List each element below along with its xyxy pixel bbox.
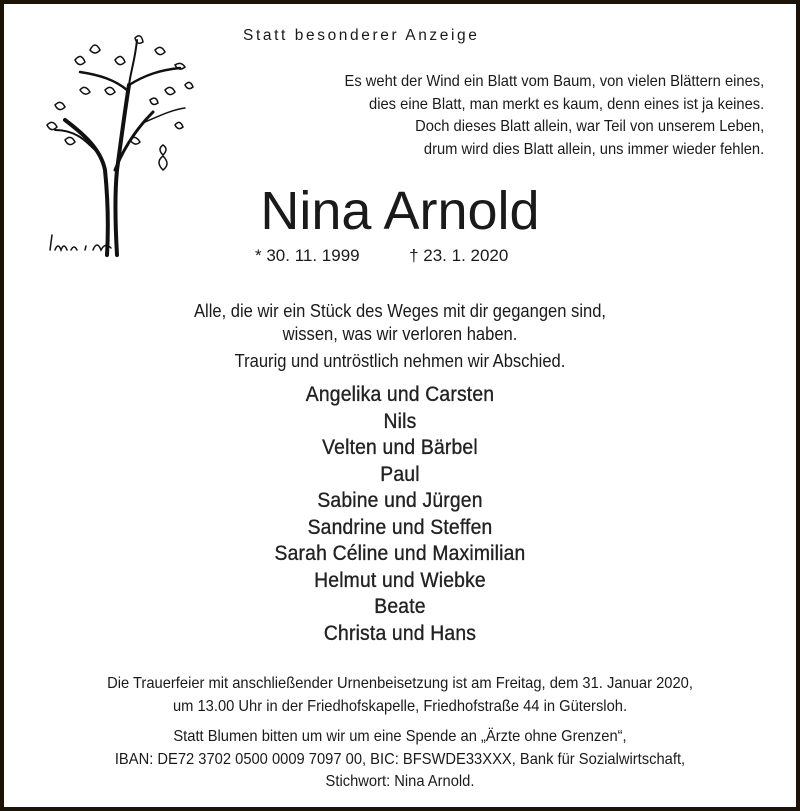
poem-line: Es weht der Wind ein Blatt vom Baum, von vielen Blättern eines, [344, 73, 764, 90]
mourner: Paul [380, 462, 420, 486]
farewell-text [0, 351, 800, 372]
farewell-line: Traurig und untröstlich nehmen wir Abschied. [234, 351, 566, 371]
poem-line: drum wird dies Blatt allein, uns immer wieder fehlen. [423, 140, 764, 158]
mourner: Sarah Céline und Maximilian [274, 542, 526, 565]
intro-text [0, 300, 800, 346]
life-dates [255, 246, 508, 266]
donation-line: Stichwort: Nina Arnold. [325, 773, 475, 790]
mourner: Beate [374, 595, 426, 618]
poem-line: Doch dieses Blatt allein, war Teil von unserem Leben, [414, 118, 764, 135]
mourner: Angelika und Carsten [305, 383, 495, 406]
birth-date: * 30. 11. 1999 [255, 246, 360, 265]
service-line: um 13.00 Uhr in der Friedhofskapelle, Friedhofstraße 44 in Gütersloh. [172, 697, 628, 715]
intro-line: wissen, was wir verloren haben. [282, 324, 518, 344]
donation-line: IBAN: DE72 3702 0500 0009 7097 00, BIC: BFSWDE33XXX, Bank für Sozialwirtschaft, [114, 750, 686, 768]
mourner: Nils [383, 409, 417, 433]
poem-line: dies eine Blatt, man merkt es kaum, denn eines ist ja keines. [368, 95, 764, 113]
poem [308, 71, 764, 161]
mourner: Christa und Hans [323, 621, 477, 645]
death-date: † 23. 1. 2020 [409, 246, 509, 265]
intro-line: Alle, die wir ein Stück des Weges mit dir gegangen sind, [193, 301, 607, 321]
donation-line: Statt Blumen bitten um wir um eine Spende an „Ärzte ohne Grenzen“, [173, 728, 627, 745]
mourner: Sabine und Jürgen [317, 489, 483, 512]
donation-info [0, 726, 800, 794]
mourner: Sandrine und Steffen [307, 515, 493, 539]
service-line: Die Trauerfeier mit anschließender Urnenbeisetzung ist am Freitag, dem 31. Januar 2020, [107, 675, 693, 692]
mourner: Velten und Bärbel [322, 436, 478, 459]
statt-besonderer-anzeige: Statt besonderer Anzeige [243, 27, 480, 44]
service-info [0, 673, 800, 718]
mourner: Helmut und Wiebke [314, 568, 486, 592]
deceased-name: Nina Arnold [260, 181, 540, 241]
mourners-list [0, 382, 800, 647]
